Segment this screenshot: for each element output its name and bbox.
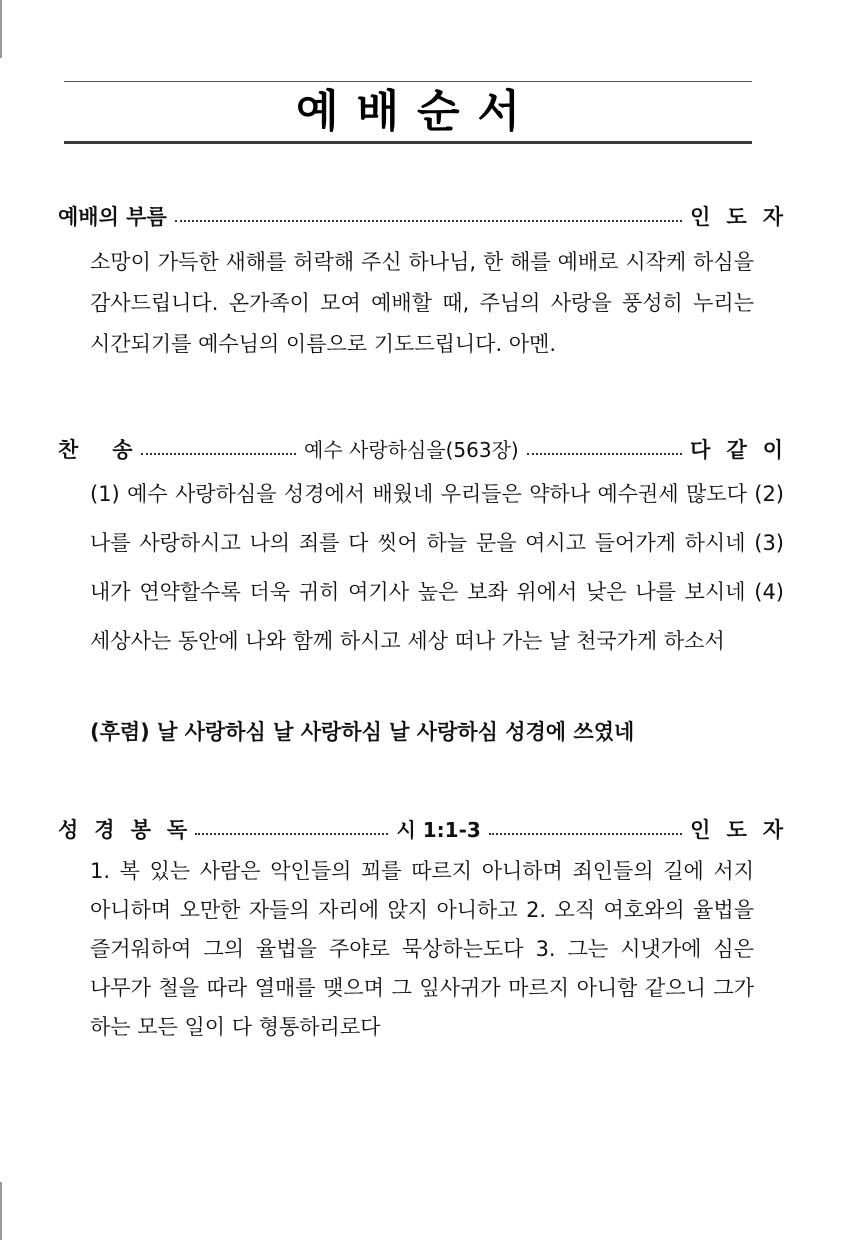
- section-heading-call-to-worship: [58, 201, 799, 233]
- section-title: 성경봉독: [58, 818, 204, 842]
- dot-leader: [527, 453, 682, 455]
- section-heading-scripture-reading: [58, 814, 800, 846]
- title-top-rule: [64, 81, 752, 82]
- hymn-refrain: (후렴) 날 사랑하심 날 사랑하심 날 사랑하심 성경에 쓰였네: [90, 720, 635, 744]
- dot-leader: [175, 220, 682, 222]
- dot-leader: [489, 833, 682, 835]
- section-leader: 인도자: [690, 205, 799, 229]
- dot-leader: [141, 453, 296, 455]
- section-title: 예배의 부름: [58, 205, 167, 229]
- page-title: 예배순서: [295, 86, 538, 137]
- section-title: 찬송: [58, 438, 167, 462]
- section-heading-hymn: [58, 434, 800, 466]
- section-leader: 인도자: [690, 818, 800, 842]
- dot-leader: [195, 833, 388, 835]
- hymn-lyrics: (1) 예수 사랑하심을 성경에서 배웠네 우리들은 약하나 예수권세 많도다 (2) 나를 사랑하시고 나의 죄를 다 씻어 하늘 문을 여시고 들어가게 하시네 (3) 내가 연약할수록 더욱 귀히 여기사 높은 보좌 위에서 낮은 나를 보시네 (4) 세상사는 동안에 나와 함께 하시고 세상 떠나 가는 날 천국가게 하소서: [90, 482, 784, 653]
- call-to-worship-text: 소망이 가득한 새해를 허락해 주신 하나님, 한 해를 예배로 시작케 하심을 감사드립니다. 온가족이 모여 예배할 때, 주님의 사랑을 풍성히 누리는 시간되기를 예수님의 이름으로 기도드립니다. 아멘.: [90, 250, 754, 356]
- scripture-text: 1. 복 있는 사람은 악인들의 꾀를 따르지 아니하며 죄인들의 길에 서지 아니하며 오만한 자들의 자리에 앉지 아니하고 2. 오직 여호와의 율법을 즐거워하여 그의 율법을 주야로 묵상하는도다 3. 그는 시냇가에 심은 나무가 철을 따라 열매를 맺으며 그 잎사귀가 마르지 아니함 같으니 그가 하는 모든 일이 다 형통하리로다: [90, 859, 754, 1039]
- hymn-title: 예수 사랑하심을(563장): [304, 438, 519, 462]
- scripture-reference: 시 1:1-3: [396, 818, 481, 842]
- section-leader: 다같이: [690, 438, 800, 462]
- title-bottom-rule: [64, 141, 752, 144]
- page-edge-mark: [0, 1182, 2, 1240]
- page-edge-mark: [0, 0, 2, 58]
